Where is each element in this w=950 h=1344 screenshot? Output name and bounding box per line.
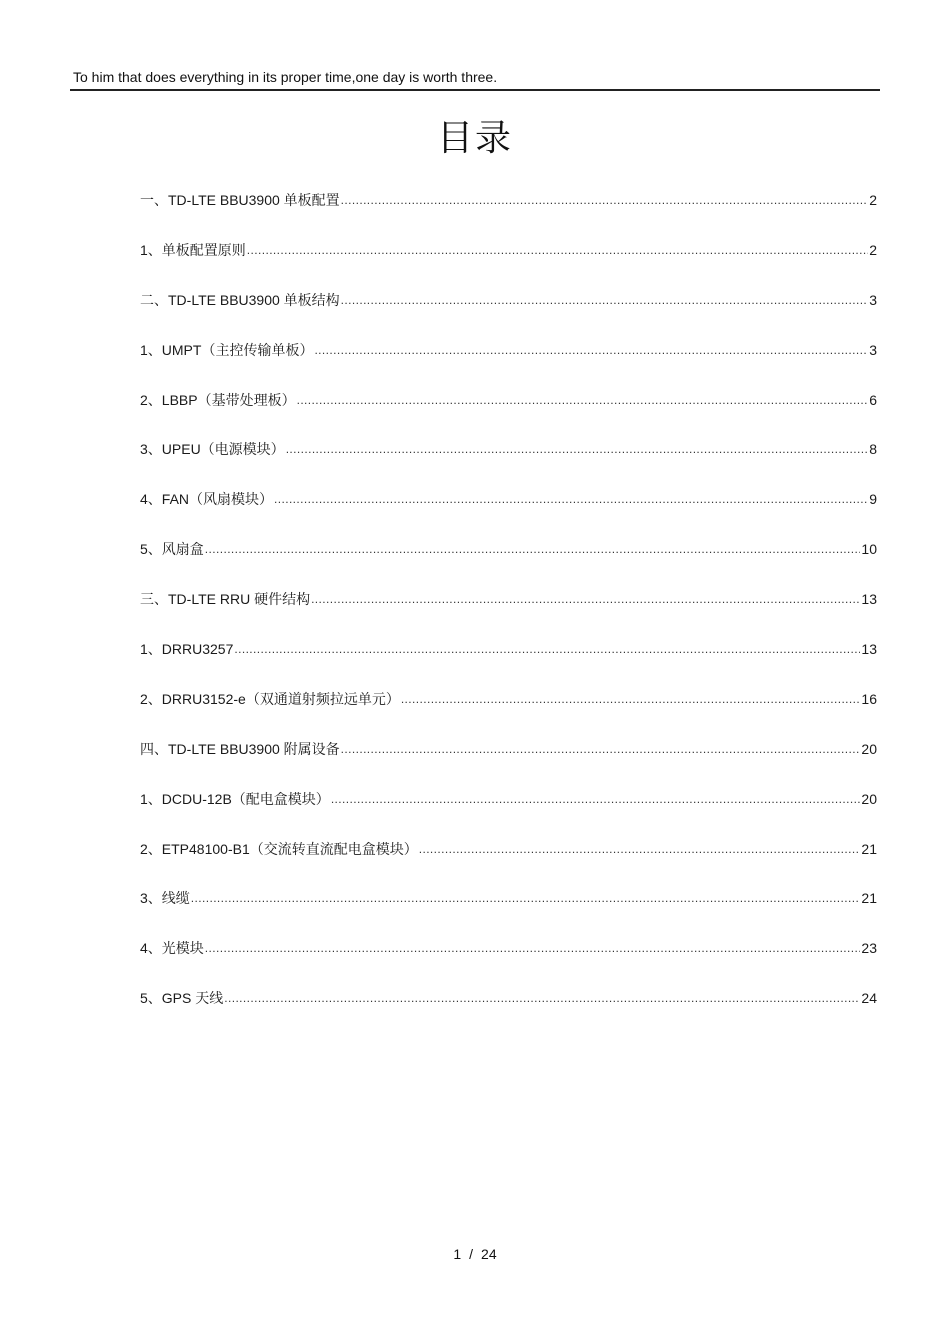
toc-dot-leader	[205, 540, 861, 554]
toc-dot-leader	[419, 840, 861, 854]
toc-entry[interactable]	[140, 988, 877, 1038]
toc-entry-page: 16	[861, 690, 877, 707]
toc-entry-label: 4、FAN（风扇模块）	[140, 491, 274, 508]
toc-entry[interactable]	[140, 290, 877, 340]
toc-dot-leader	[341, 191, 869, 205]
toc-entry-label: 5、GPS 天线	[140, 990, 224, 1007]
toc-dot-leader	[314, 341, 868, 355]
toc-entry-label: 1、DCDU-12B（配电盒模块）	[140, 790, 330, 807]
toc-entry-page: 2	[869, 192, 877, 208]
toc-dot-leader	[401, 690, 861, 704]
toc-entry-page: 23	[861, 940, 877, 957]
toc-entry-page: 13	[861, 591, 877, 608]
toc-entry-page: 6	[869, 391, 877, 408]
toc-entry[interactable]	[140, 240, 877, 290]
toc-entry-label: 1、单板配置原则	[140, 241, 246, 258]
toc-entry-label: 3、UPEU（电源模块）	[140, 441, 285, 458]
toc-entry-page: 3	[869, 341, 877, 358]
toc-entry-page: 2	[869, 241, 877, 258]
toc-entry[interactable]	[140, 539, 877, 589]
toc-dot-leader	[205, 939, 861, 953]
toc-dot-leader	[341, 291, 869, 305]
toc-dot-leader	[341, 740, 861, 754]
toc-dot-leader	[234, 640, 860, 654]
toc-dot-leader	[274, 490, 868, 504]
header-divider	[70, 89, 880, 91]
toc-entry[interactable]	[140, 938, 877, 988]
toc-entry[interactable]	[140, 439, 877, 489]
toc-entry-label: 四、TD-LTE BBU3900 附属设备	[140, 740, 340, 757]
toc-dot-leader	[191, 889, 861, 903]
toc-entry[interactable]	[140, 888, 877, 938]
header-quote: To him that does everything in its proper time,one day is worth three.	[73, 69, 498, 85]
toc-dot-leader	[311, 590, 860, 604]
toc-entry-label: 4、光模块	[140, 940, 204, 957]
toc-entry[interactable]	[140, 190, 877, 240]
toc-entry-label: 二、TD-LTE BBU3900 单板结构	[140, 291, 340, 308]
toc-entry-label: 1、UMPT（主控传输单板）	[140, 341, 314, 358]
toc-entry-label: 一、TD-LTE BBU3900 单板配置	[140, 192, 340, 208]
toc-list	[140, 190, 877, 1038]
toc-entry-label: 1、DRRU3257	[140, 641, 234, 658]
toc-entry-label: 2、ETP48100-B1（交流转直流配电盒模块）	[140, 840, 418, 857]
toc-entry-label: 2、LBBP（基带处理板）	[140, 391, 296, 408]
toc-entry[interactable]	[140, 340, 877, 390]
toc-entry[interactable]	[140, 739, 877, 789]
toc-entry-page: 9	[869, 491, 877, 508]
toc-entry-label: 三、TD-LTE RRU 硬件结构	[140, 591, 311, 608]
toc-entry-page: 8	[869, 441, 877, 458]
toc-entry-page: 24	[861, 990, 877, 1007]
page-footer	[0, 1246, 950, 1262]
toc-entry-page: 10	[861, 541, 877, 558]
toc-entry[interactable]	[140, 689, 877, 739]
toc-entry-page: 21	[861, 840, 877, 857]
toc-entry[interactable]	[140, 489, 877, 539]
toc-dot-leader	[247, 241, 868, 255]
total-page-count: 24	[481, 1246, 497, 1262]
toc-entry-label: 5、风扇盒	[140, 541, 204, 558]
toc-title: 目录	[436, 118, 513, 159]
toc-entry-label: 2、DRRU3152-e（双通道射频拉远单元）	[140, 690, 400, 707]
toc-entry-label: 3、线缆	[140, 890, 190, 907]
toc-entry-page: 21	[861, 890, 877, 907]
toc-entry-page: 20	[861, 790, 877, 807]
page-separator: /	[469, 1246, 474, 1262]
toc-entry-page: 13	[861, 641, 877, 658]
toc-entry[interactable]	[140, 839, 877, 889]
toc-entry[interactable]	[140, 390, 877, 440]
toc-entry[interactable]	[140, 789, 877, 839]
toc-dot-leader	[286, 440, 869, 454]
toc-entry-page: 20	[861, 740, 877, 757]
current-page-number: 1	[453, 1246, 462, 1262]
toc-dot-leader	[224, 989, 860, 1003]
toc-entry[interactable]	[140, 639, 877, 689]
toc-entry[interactable]	[140, 589, 877, 639]
toc-dot-leader	[331, 790, 861, 804]
toc-entry-page: 3	[869, 291, 877, 308]
toc-dot-leader	[297, 391, 869, 405]
